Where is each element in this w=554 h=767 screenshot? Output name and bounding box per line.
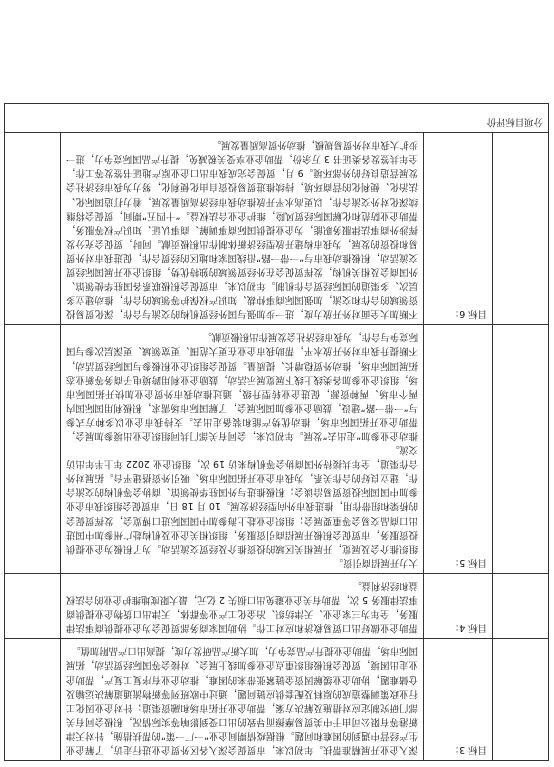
target-label-cell: 目标 4：	[424, 573, 493, 638]
right-blank-cell	[5, 573, 61, 638]
target-description-cell	[61, 573, 424, 638]
target-description-cell	[61, 325, 424, 574]
target-description-cell	[61, 133, 424, 325]
evaluation-table	[4, 103, 549, 761]
target-paragraph: 不断加大全面对外开放力度，进一步加强与国外经贸机构的交流与合作，深化贸易投资领域的合作和交流，加强国际商事仲裁、知识产权保护等领域的合作，推动建立多层次、多渠道的国际经贸合作机制。年初以来，市贸促会积极联系各国驻华使领馆、外国商会及相关机构，发挥贸促会在外经贸领域的独特优势，组织企业开展国际经贸交流活动，积极推动我市与“一带一路”沿线国家和地区的经贸合作，促进我市对外贸易和投资的发展，为我市构建开放型经济新体制作出积极贡献。同时，贸促会充分发挥涉外商事法律服务职能，为企业提供国际商事调解、商事认证、知识产权等服务，帮助企业防范和化解国际经贸风险，维护企业合法权益。“十四五”期间，贸促会将继续深化对外交流合作，以更高水平开放推动我市经济高质量发展，着力打造国际化、法治化、便利化的营商环境，持续推进贸易投资自由化便利化，努力为我市经济社会发展营造良好的外部环境。9 月，贸促会完成我市出口企业原产地证书签发等工作，全年共签发各类证书 3 万余份，帮助企业享受关税减免，提升产品国际竞争力，进一步扩大我市对外贸易规模，推动外贸高质量发展。	[66, 139, 418, 320]
left-blank-cell	[493, 639, 549, 761]
target-label-cell: 目标 6：	[424, 133, 493, 325]
right-blank-cell	[5, 325, 61, 574]
target-label-cell: 目标 3：	[424, 639, 493, 761]
table-row	[5, 325, 549, 574]
left-blank-cell	[493, 573, 549, 638]
right-blank-cell	[5, 133, 61, 325]
section-footer: 分项目标评价	[5, 104, 549, 133]
left-blank-cell	[493, 325, 549, 574]
target-description-cell	[61, 639, 424, 761]
target-paragraph: 深入企业开展精准帮扶。年初以来，市贸促会深入各区外贸企业进行走访，了解企业生产经营中遇到的困难和问题。根据疫情期间企业“一厂一策”的帮扶措施，针对天津新港等有限公司由于中美贸易摩擦而导致的出口受到影响等实际情况，积极会同有关部门研究制定应对措施及解决方案，帮助企业开拓市场和融资渠道；针对企业因化工行业政策调整造成的原料及配套供应链问题，通过中欧班列等新物流通道解决运输及仓储难题，协助企业缓解因资金链紧张带来的困难，推动企业有序复工复产，帮助企业走出困境，贸促会积极组织重点企业参加线上展会、对接会等国际经贸活动，拓展国际市场，帮助企业提升产品竞争力，加大新产品研发力度，提高出口产品附加值。	[66, 645, 418, 755]
target-label-cell: 目标 5：	[424, 325, 493, 574]
target-paragraph: 大力开展招商引资。	[333, 556, 418, 568]
table-row	[5, 104, 549, 133]
target-paragraph: 推动企业参加“走出去”发展。年初以来，会同有关部门共同组织企业出境参加展会，帮助企业开拓国际市场，推动优势产能和装备走出去。支持我市企业以多种方式参与“一带一路”建设，鼓励企业参加国际展会，了解国际市场需求，积极利用国际国内两个市场、两种资源，促进企业转型升级，通过推动我市外贸企业加快开拓国际市场，组织企业参加各类线上线下展览展示活动，鼓励企业利用跨境电子商务等新业态拓展国际市场，推动外贸稳增长、提质量。贸促会组织企业积极参与国际经贸活动，不断提升我市对外开放水平，帮助我市企业在更大范围、更宽领域、更深层次参与国际竞争与合作，为我市经济社会发展作出积极贡献。	[66, 331, 418, 442]
table-row	[5, 639, 549, 761]
target-paragraph: 帮助企业做好出口贸易救济和应对工作。协助国家商务部贸促会为企业提供商事法律服务，全年为三家企业、天津纺织、冶金化工产业等群体，天津出口货物企业提供商事法律服务 5 次，帮助有关企业避免出口损失 2 亿元，最大限度地维护企业的合法权益和经济利益。	[66, 579, 418, 634]
table-row	[5, 573, 549, 638]
target-paragraph: 组织推介会及展览，开展相关区域的投资推介及经贸交流活动。为了积极为企业提供投资服务，市贸促会积极开展招商引资服务，组织相关企业及机构赴广州参加中国进出口商品交易会等重要展会；组织企业赴上海参加中国国际进口博览会，发挥贸促会的桥梁和纽带作用，推进我市外向型经济发展。10 月 18 日，市贸促会组织我市企业参加中国国际投资贸易洽谈会；积极推进与外国驻华使领馆、商协会等机构的交流合作，建立良好的合作关系，为我市企业开拓国际市场、吸引外资搭建平台。拓展对外合作渠道，全年共接待外国商协会等机构来访 19 次，组织企业 2022 年上半年出访交流。	[66, 444, 418, 554]
table-row	[5, 133, 549, 325]
right-blank-cell	[5, 639, 61, 761]
left-blank-cell	[493, 133, 549, 325]
